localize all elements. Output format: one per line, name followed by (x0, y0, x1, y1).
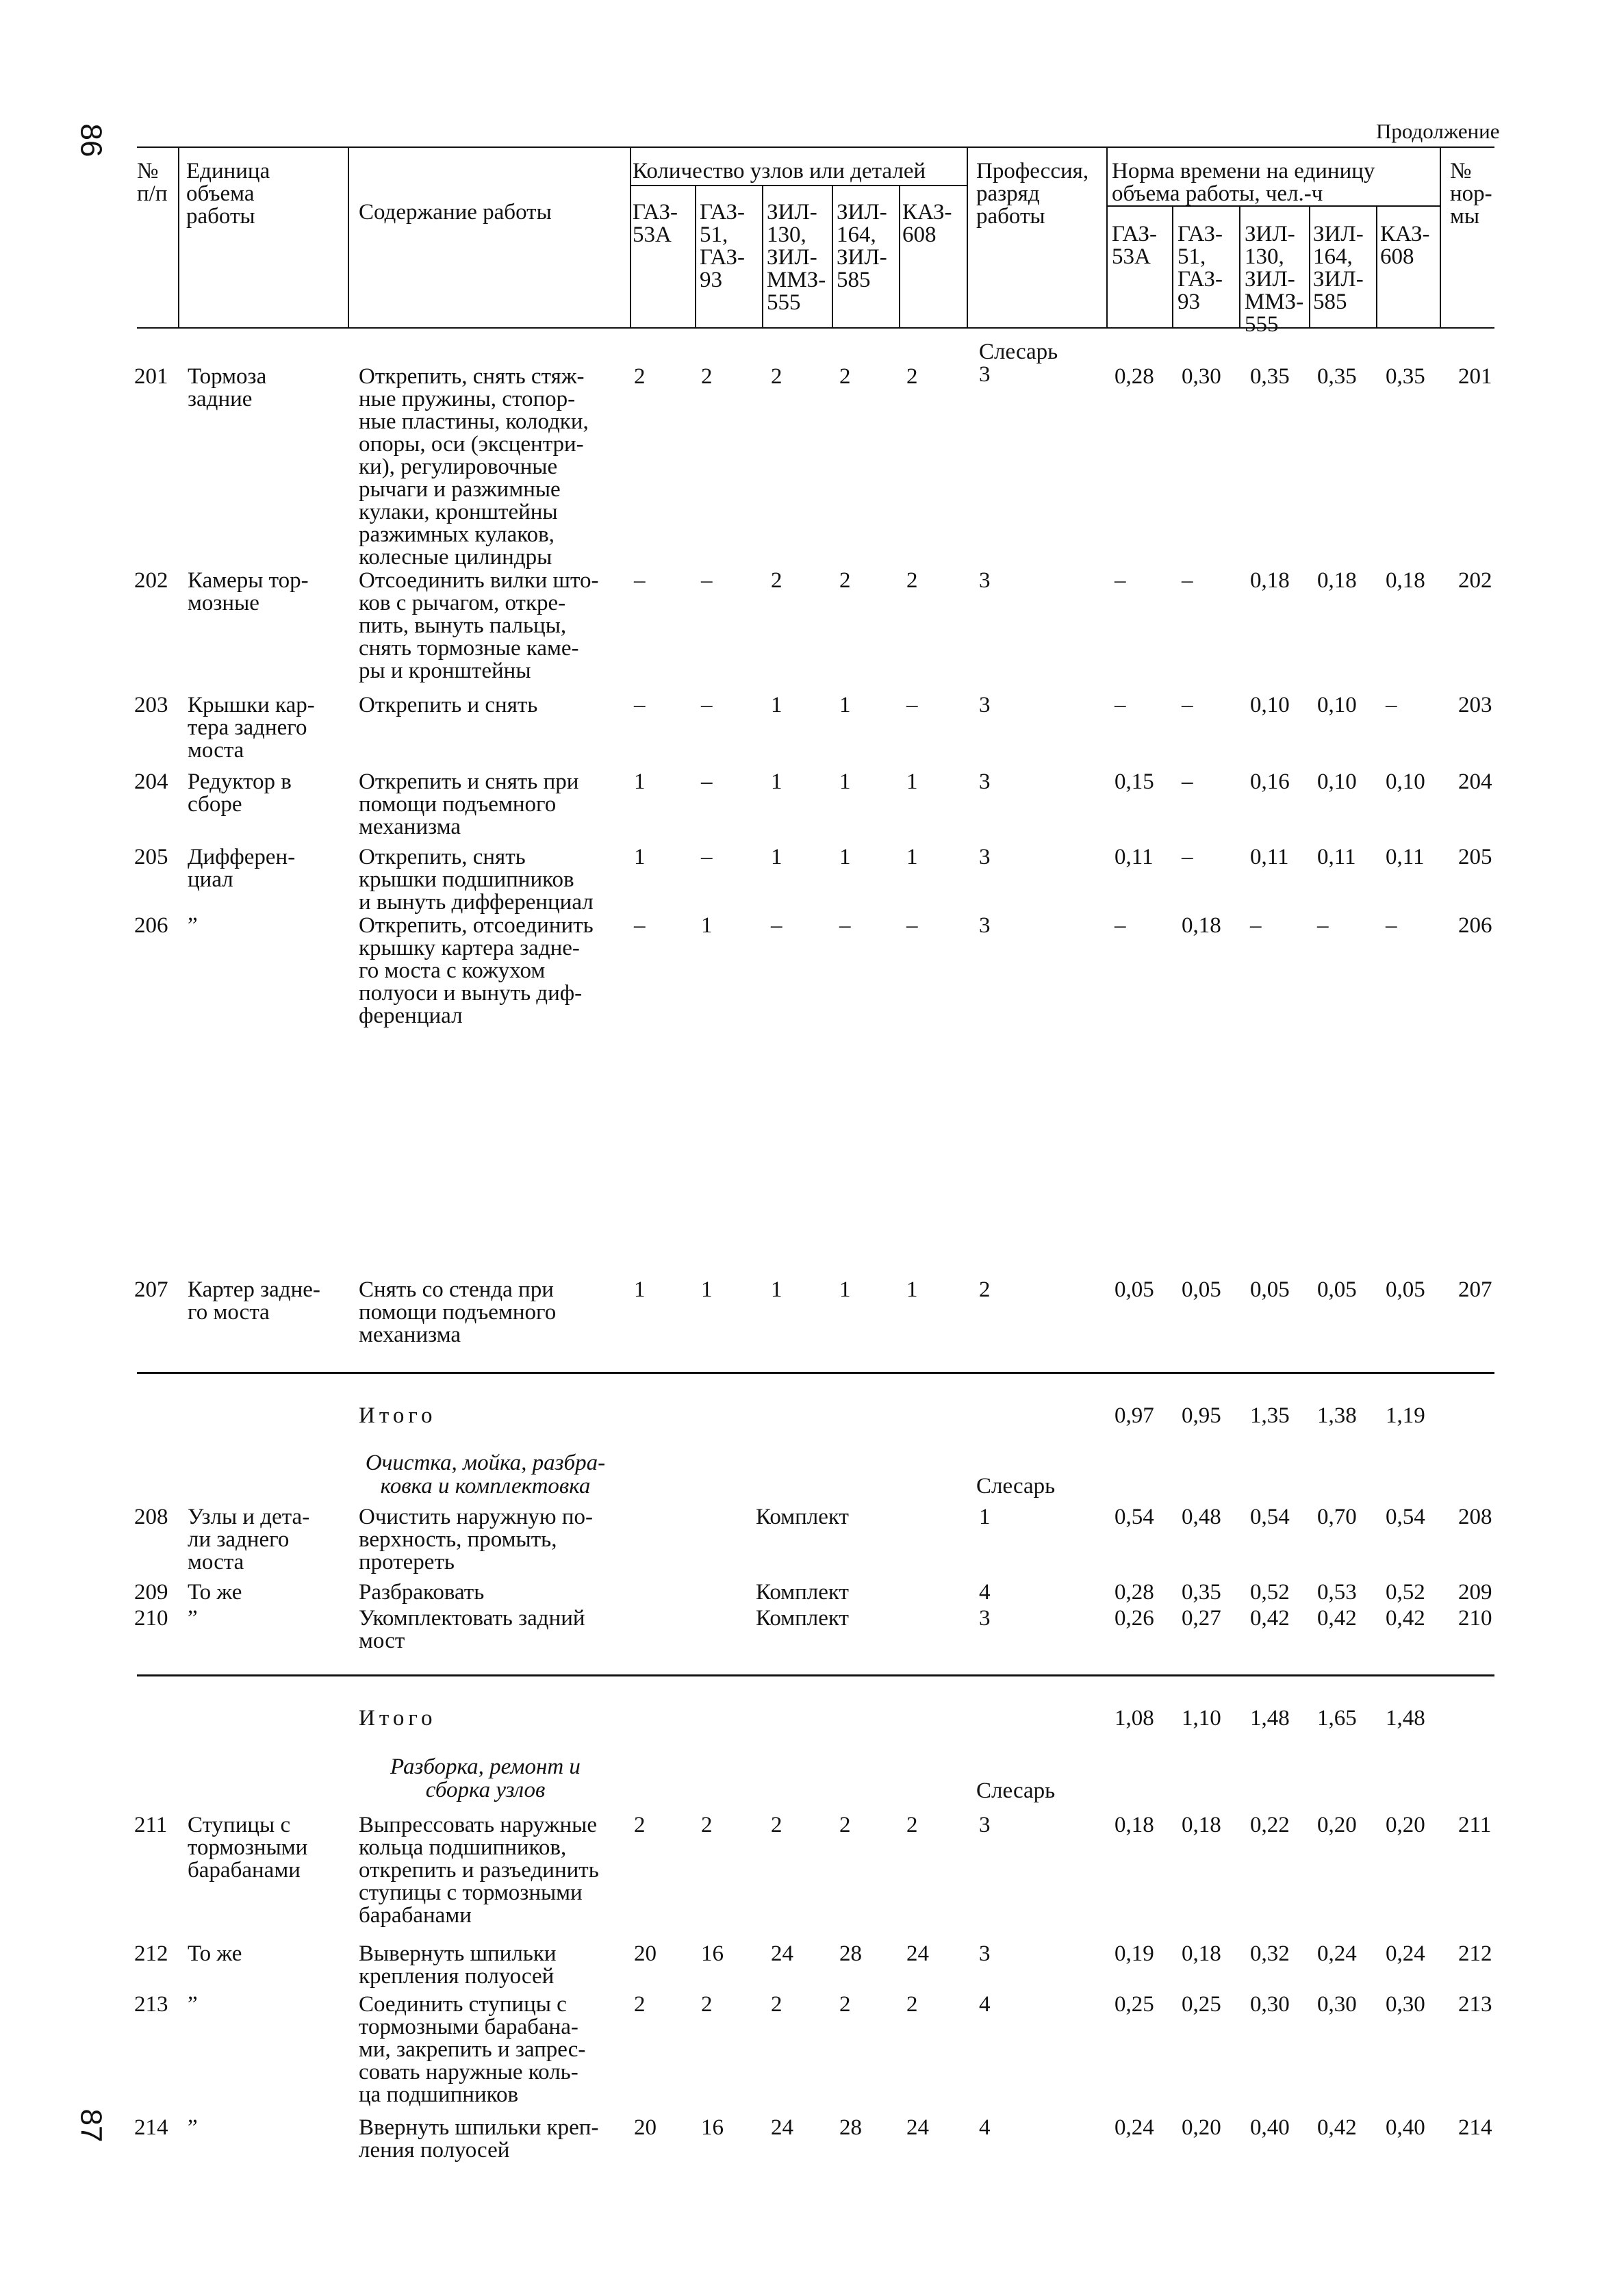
row-unit: ” (188, 913, 198, 938)
row-norm-time: 0,25 (1115, 1992, 1154, 2017)
row-norm-time: 0,24 (1115, 2115, 1154, 2140)
row-norm-time: 0,11 (1317, 845, 1356, 869)
itogo-value: 1,10 (1182, 1706, 1221, 1731)
row-norm-time: 0,05 (1250, 1277, 1290, 1302)
row-work: Открепить и снять (359, 693, 538, 717)
row-norm-time: 0,11 (1115, 845, 1154, 869)
header-norm-gaz51: ГАЗ- 51, ГАЗ- 93 (1177, 222, 1223, 314)
row-qty: 2 (906, 364, 918, 389)
header-qty-kaz608: КАЗ- 608 (902, 200, 952, 247)
row-qty: 2 (839, 568, 851, 593)
header-num: № п/п (137, 159, 168, 206)
row-number: 202 (134, 568, 168, 593)
row-qty: 1 (771, 769, 782, 794)
row-norm-number: 210 (1458, 1606, 1492, 1631)
row-profession: 3 (979, 1941, 991, 1966)
row-qty: – (839, 913, 851, 938)
itogo-value: 1,38 (1317, 1403, 1357, 1428)
row-profession: 3 (979, 769, 991, 794)
row-profession: 3 (979, 1813, 991, 1837)
row-number: 214 (134, 2115, 168, 2140)
row-norm-number: 204 (1458, 769, 1492, 794)
row-norm-number: 209 (1458, 1580, 1492, 1605)
row-qty: 2 (701, 364, 713, 389)
header-qty-group: Количество узлов или деталей (633, 159, 926, 183)
row-profession: 4 (979, 2115, 991, 2140)
row-norm-number: 206 (1458, 913, 1492, 938)
row-qty: – (701, 769, 713, 794)
row-norm-time: – (1386, 693, 1397, 717)
row-norm-time: 0,05 (1386, 1277, 1425, 1302)
row-norm-time: 0,35 (1386, 364, 1425, 389)
row-work: Выпрессовать наружные кольца подшипников, открепить и разъединить ступицы с тормозными барабанами (359, 1813, 599, 1928)
row-norm-number: 211 (1458, 1813, 1492, 1837)
row-qty: – (771, 913, 782, 938)
itogo-value: 1,08 (1115, 1706, 1154, 1731)
row-profession: 3 (979, 1606, 991, 1631)
row-qty: 2 (906, 568, 918, 593)
row-norm-time: – (1182, 568, 1193, 593)
row-norm-time: – (1317, 913, 1329, 938)
row-qty: – (634, 693, 646, 717)
row-work: Открепить, снять крышки подшипников и вынуть дифференциал (359, 845, 594, 915)
row-kit: Комплект (756, 1606, 849, 1631)
page-number-bottom: 87 (74, 2108, 108, 2143)
row-norm-time: 0,22 (1250, 1813, 1290, 1837)
itogo-value: 1,35 (1250, 1403, 1290, 1428)
section-3-profession: Слесарь (976, 1778, 1056, 1803)
row-unit: То же (188, 1941, 242, 1966)
row-number: 209 (134, 1580, 168, 1605)
row-norm-time: 0,52 (1386, 1580, 1425, 1605)
header-work: Содержание работы (359, 200, 552, 225)
row-work: Отсоединить вилки што- ков с рычагом, откре- пить, вынуть пальцы, снять тормозные каме- ры и кронштейны (359, 568, 599, 683)
row-qty: – (701, 845, 713, 869)
row-norm-time: 0,27 (1182, 1606, 1221, 1631)
divider-1 (137, 1372, 1494, 1374)
header-norm-group: Норма времени на единицу объема работы, чел.-ч (1112, 159, 1375, 206)
row-profession: 3 (979, 913, 991, 938)
header-qty-zil130: ЗИЛ- 130, ЗИЛ- ММЗ- 555 (767, 200, 826, 315)
row-norm-time: 0,30 (1386, 1992, 1425, 2017)
row-norm-time: 0,54 (1115, 1505, 1154, 1529)
row-norm-time: – (1115, 913, 1126, 938)
header-norm-gaz53: ГАЗ- 53А (1112, 222, 1158, 269)
row-norm-number: 214 (1458, 2115, 1492, 2140)
header-norm-zil130: ЗИЛ- 130, ЗИЛ- ММЗ- 555 (1245, 222, 1304, 337)
row-profession: 3 (979, 693, 991, 717)
header-qty-gaz53: ГАЗ- 53А (633, 200, 678, 247)
row-norm-time: 0,52 (1250, 1580, 1290, 1605)
row-qty: 1 (839, 769, 851, 794)
row-qty: 1 (906, 1277, 918, 1302)
row-qty: 24 (771, 1941, 793, 1966)
row-norm-time: 0,54 (1250, 1505, 1290, 1529)
row-norm-time: – (1250, 913, 1262, 938)
row-norm-time: 0,35 (1250, 364, 1290, 389)
row-norm-time: 0,11 (1250, 845, 1289, 869)
row-number: 203 (134, 693, 168, 717)
row-norm-time: 0,15 (1115, 769, 1154, 794)
row-work: Укомплектовать задний мост (359, 1606, 585, 1653)
row-norm-time: 0,70 (1317, 1505, 1357, 1529)
row-profession: 4 (979, 1580, 991, 1605)
section-2-profession: Слесарь (976, 1474, 1056, 1498)
row-qty: 2 (634, 364, 646, 389)
section-3-title: Разборка, ремонт и сборка узлов (390, 1755, 581, 1802)
row-number: 213 (134, 1992, 168, 2017)
header-profession: Профессия, разряд работы (976, 159, 1089, 229)
row-unit: ” (188, 1606, 198, 1631)
row-norm-time: 0,18 (1182, 1941, 1221, 1966)
row-norm-time: 0,20 (1386, 1813, 1425, 1837)
row-norm-time: 0,48 (1182, 1505, 1221, 1529)
row-norm-time: 0,53 (1317, 1580, 1357, 1605)
row-number: 212 (134, 1941, 168, 1966)
row-qty: 16 (701, 1941, 724, 1966)
row-qty: 2 (771, 568, 782, 593)
row-profession: 3 (979, 568, 991, 593)
row-qty: 1 (634, 845, 646, 869)
page-number-top: 86 (74, 123, 108, 157)
row-norm-number: 201 (1458, 364, 1492, 389)
row-work: Очистить наружную по- верхность, промыть, протереть (359, 1505, 593, 1574)
row-norm-time: 0,18 (1317, 568, 1357, 593)
row-work: Снять со стенда при помощи подъемного механизма (359, 1277, 557, 1347)
row-work: Открепить, снять стяж- ные пружины, стопор- ные пластины, колодки, опоры, оси (эксцентри- ки), регулировочные рычаги и разжимные кулаки, кронштейны разжимных кулаков, колесные цилиндры (359, 364, 589, 570)
row-qty: 2 (906, 1992, 918, 2017)
row-norm-number: 202 (1458, 568, 1492, 593)
row-norm-time: 0,42 (1317, 1606, 1357, 1631)
row-work: Ввернуть шпильки креп- ления полуосей (359, 2115, 599, 2163)
row-qty: 2 (839, 1992, 851, 2017)
row-norm-number: 212 (1458, 1941, 1492, 1966)
row-unit: То же (188, 1580, 242, 1605)
header-qty-zil164: ЗИЛ- 164, ЗИЛ- 585 (837, 200, 887, 292)
row-norm-time: 0,35 (1317, 364, 1357, 389)
row-norm-time: 0,32 (1250, 1941, 1290, 1966)
row-qty: 1 (701, 1277, 713, 1302)
row-norm-time: – (1182, 845, 1193, 869)
row-qty: 28 (839, 2115, 862, 2140)
row-norm-time: 0,19 (1115, 1941, 1154, 1966)
row-norm-time: 0,05 (1317, 1277, 1357, 1302)
row-norm-number: 207 (1458, 1277, 1492, 1302)
row-qty: 1 (839, 845, 851, 869)
row-qty: – (634, 913, 646, 938)
row-qty: 2 (634, 1813, 646, 1837)
row-norm-time: 0,25 (1182, 1992, 1221, 2017)
row-qty: 20 (634, 1941, 657, 1966)
row-qty: 1 (634, 769, 646, 794)
row-profession: 1 (979, 1505, 991, 1529)
divider-2 (137, 1674, 1494, 1676)
row-norm-time: 0,10 (1317, 693, 1357, 717)
row-profession: 2 (979, 1277, 991, 1302)
row-qty: 1 (634, 1277, 646, 1302)
itogo-value: 1,48 (1250, 1706, 1290, 1731)
row-number: 207 (134, 1277, 168, 1302)
row-norm-time: 0,10 (1386, 769, 1425, 794)
row-norm-time: 0,05 (1115, 1277, 1154, 1302)
row-qty: 2 (906, 1813, 918, 1837)
row-norm-number: 203 (1458, 693, 1492, 717)
row-qty: 28 (839, 1941, 862, 1966)
row-qty: 24 (906, 2115, 929, 2140)
row-qty: 20 (634, 2115, 657, 2140)
row-norm-time: 0,20 (1317, 1813, 1357, 1837)
header-unit: Единица объема работы (186, 159, 270, 229)
row-unit: Ступицы с тормозными барабанами (188, 1813, 308, 1883)
row-norm-time: 0,40 (1386, 2115, 1425, 2140)
row-unit: Крышки кар- тера заднего моста (188, 693, 315, 763)
row-norm-time: 0,30 (1317, 1992, 1357, 2017)
row-qty: – (634, 568, 646, 593)
row-norm-time: – (1182, 693, 1193, 717)
row-qty: 2 (701, 1813, 713, 1837)
row-norm-time: 0,30 (1182, 364, 1221, 389)
row-unit: Камеры тор- мозные (188, 568, 309, 615)
row-norm-time: – (1115, 568, 1126, 593)
row-norm-time: 0,54 (1386, 1505, 1425, 1529)
row-qty: – (906, 913, 918, 938)
row-work: Вывернуть шпильки крепления полуосей (359, 1941, 557, 1989)
row-norm-time: 0,26 (1115, 1606, 1154, 1631)
itogo-value: 0,97 (1115, 1403, 1154, 1428)
row-norm-time: 0,11 (1386, 845, 1425, 869)
row-norm-time: 0,24 (1386, 1941, 1425, 1966)
row-norm-number: 208 (1458, 1505, 1492, 1529)
row-unit: Редуктор в сборе (188, 769, 292, 817)
row-number: 201 (134, 364, 168, 389)
row-qty: – (906, 693, 918, 717)
itogo-1-label: Итого (359, 1403, 437, 1428)
itogo-value: 1,65 (1317, 1706, 1357, 1731)
row-norm-time: 0,24 (1317, 1941, 1357, 1966)
row-norm-time: 0,20 (1182, 2115, 1221, 2140)
row-kit: Комплект (756, 1580, 849, 1605)
row-qty: 24 (771, 2115, 793, 2140)
row-norm-time: 0,10 (1317, 769, 1357, 794)
row-norm-time: 0,30 (1250, 1992, 1290, 2017)
header-norm-kaz608: КАЗ- 608 (1380, 222, 1430, 269)
row-work: Соединить ступицы с тормозными барабана- ми, закрепить и запрес- совать наружные коль- ца подшипников (359, 1992, 586, 2107)
row-number: 211 (134, 1813, 168, 1837)
row-qty: 24 (906, 1941, 929, 1966)
header-norm-zil164: ЗИЛ- 164, ЗИЛ- 585 (1313, 222, 1364, 314)
row-norm-time: 0,18 (1182, 1813, 1221, 1837)
row-qty: 1 (839, 1277, 851, 1302)
row-number: 206 (134, 913, 168, 938)
row-profession: Слесарь 3 (979, 340, 1058, 387)
row-qty: 2 (771, 1992, 782, 2017)
section-2-title: Очистка, мойка, разбра- ковка и комплектовка (365, 1451, 606, 1498)
row-qty: 1 (771, 1277, 782, 1302)
header-qty-gaz51: ГАЗ- 51, ГАЗ- 93 (700, 200, 746, 292)
row-qty: 2 (771, 1813, 782, 1837)
row-norm-time: 0,35 (1182, 1580, 1221, 1605)
row-qty: – (701, 693, 713, 717)
row-norm-time: – (1386, 913, 1397, 938)
row-norm-time: 0,18 (1182, 913, 1221, 938)
row-work: Открепить и снять при помощи подъемного механизма (359, 769, 579, 839)
row-qty: 16 (701, 2115, 724, 2140)
row-work: Открепить, отсоединить крышку картера задне- го моста с кожухом полуоси и вынуть диф- ференциал (359, 913, 594, 1028)
row-norm-time: 0,05 (1182, 1277, 1221, 1302)
row-qty: – (701, 568, 713, 593)
row-qty: 1 (906, 769, 918, 794)
row-norm-number: 213 (1458, 1992, 1492, 2017)
itogo-value: 0,95 (1182, 1403, 1221, 1428)
header-norm-num: № нор- мы (1450, 159, 1492, 229)
row-kit: Комплект (756, 1505, 849, 1529)
row-qty: 1 (839, 693, 851, 717)
row-unit: ” (188, 1992, 198, 2017)
row-qty: 1 (771, 693, 782, 717)
itogo-2-label: Итого (359, 1706, 437, 1731)
row-norm-time: 0,16 (1250, 769, 1290, 794)
itogo-value: 1,48 (1386, 1706, 1425, 1731)
row-qty: 2 (771, 364, 782, 389)
row-norm-time: 0,18 (1386, 568, 1425, 593)
row-number: 208 (134, 1505, 168, 1529)
row-norm-time: 0,28 (1115, 364, 1154, 389)
row-norm-number: 205 (1458, 845, 1492, 869)
row-number: 205 (134, 845, 168, 869)
row-qty: 1 (701, 913, 713, 938)
row-norm-time: – (1115, 693, 1126, 717)
row-number: 210 (134, 1606, 168, 1631)
continuation-label: Продолжение (1376, 119, 1500, 143)
row-norm-time: 0,18 (1115, 1813, 1154, 1837)
row-qty: 2 (839, 364, 851, 389)
row-norm-time: 0,42 (1250, 1606, 1290, 1631)
itogo-value: 1,19 (1386, 1403, 1425, 1428)
row-profession: 4 (979, 1992, 991, 2017)
row-unit: Тормоза задние (188, 364, 267, 411)
row-qty: 2 (701, 1992, 713, 2017)
row-norm-time: – (1182, 769, 1193, 794)
row-number: 204 (134, 769, 168, 794)
row-norm-time: 0,18 (1250, 568, 1290, 593)
row-profession: 3 (979, 845, 991, 869)
row-qty: 2 (839, 1813, 851, 1837)
row-unit: Дифферен- циал (188, 845, 296, 892)
row-norm-time: 0,42 (1386, 1606, 1425, 1631)
row-work: Разбраковать (359, 1580, 485, 1605)
row-norm-time: 0,28 (1115, 1580, 1154, 1605)
row-unit: ” (188, 2115, 198, 2140)
row-qty: 2 (634, 1992, 646, 2017)
row-qty: 1 (771, 845, 782, 869)
row-unit: Узлы и дета- ли заднего моста (188, 1505, 310, 1574)
row-qty: 1 (906, 845, 918, 869)
row-unit: Картер задне- го моста (188, 1277, 320, 1325)
row-norm-time: 0,10 (1250, 693, 1290, 717)
row-norm-time: 0,42 (1317, 2115, 1357, 2140)
row-norm-time: 0,40 (1250, 2115, 1290, 2140)
